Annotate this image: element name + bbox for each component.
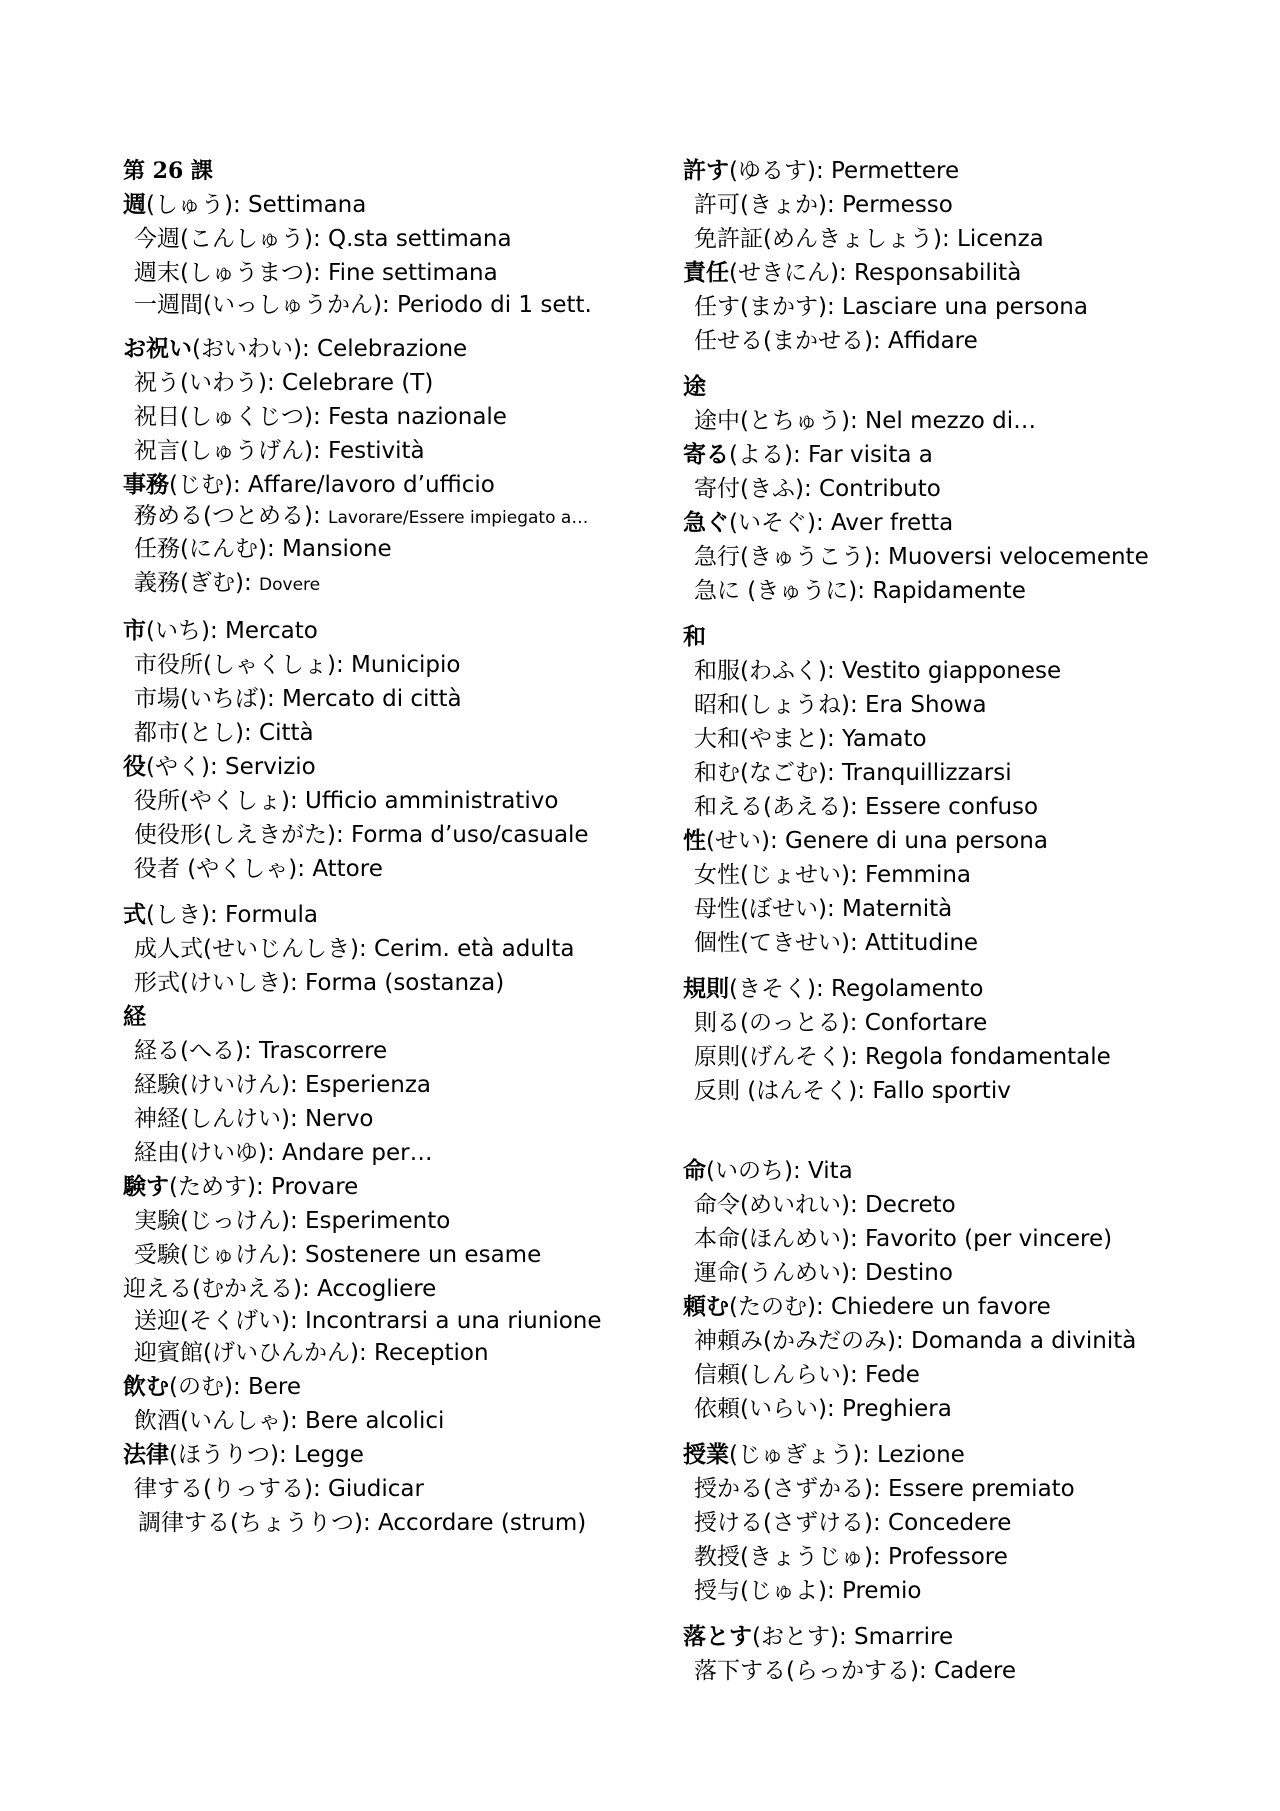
entry-sub: 落下する(らっかする): Cadere <box>694 1658 1017 1684</box>
entry-sub: 信頼(しんらい): Fede <box>694 1362 920 1388</box>
entry-sub: 形式(けいしき): Forma (sostanza) <box>134 970 505 996</box>
entry-sub: 免許証(めんきょしょう): Licenza <box>694 226 1044 252</box>
lesson-title: 第 26 課 <box>123 158 213 184</box>
entry-main: 市(いち): Mercato <box>123 618 318 644</box>
entry-main: 週(しゅう): Settimana <box>123 192 367 218</box>
entry-sub: 原則(げんそく): Regola fondamentale <box>694 1044 1111 1070</box>
entry-sub: 週末(しゅうまつ): Fine settimana <box>134 260 498 286</box>
entry-sub: 反則 (はんそく): Fallo sportiv <box>694 1078 1011 1104</box>
entry-main: 験す(ためす): Provare <box>123 1174 359 1200</box>
entry-sub: 経由(けいゆ): Andare per… <box>134 1140 433 1166</box>
entry-main: 責任(せきにん): Responsabilità <box>683 260 1022 286</box>
entry-main: 飲む(のむ): Bere <box>123 1374 302 1400</box>
entry-main: 迎える(むかえる): Accogliere <box>123 1276 437 1302</box>
entry-sub: 女性(じょせい): Femmina <box>694 862 971 888</box>
entry-sub: 急行(きゅうこう): Muoversi velocemente <box>694 544 1149 570</box>
entry-sub: 経る(へる): Trascorrere <box>134 1038 388 1064</box>
entry-sub: 神経(しんけい): Nervo <box>134 1106 374 1132</box>
entry-sub: 使役形(しえきがた): Forma d’uso/casuale <box>134 822 589 848</box>
entry-sub: 母性(ぼせい): Maternità <box>694 896 953 922</box>
entry-sub: 授かる(さずかる): Essere premiato <box>694 1476 1075 1502</box>
entry-main: 許す(ゆるす): Permettere <box>683 158 960 184</box>
entry-main: 命(いのち): Vita <box>683 1158 853 1184</box>
entry-sub: 迎賓館(げいひんかん): Reception <box>134 1340 489 1366</box>
entry-sub: 成人式(せいじんしき): Cerim. età adulta <box>134 936 575 962</box>
entry-sub: 許可(きょか): Permesso <box>694 192 953 218</box>
entry-sub: 実験(じっけん): Esperimento <box>134 1208 451 1234</box>
entry-main: 授業(じゅぎょう): Lezione <box>683 1442 965 1468</box>
entry-sub: 飲酒(いんしゃ): Bere alcolici <box>134 1408 445 1434</box>
entry-sub: 命令(めいれい): Decreto <box>694 1192 956 1218</box>
entry-sub: 市場(いちば): Mercato di città <box>134 686 462 712</box>
entry-sub: 調律する(ちょうりつ): Accordare (strum) <box>138 1510 587 1536</box>
entry-main: 経 <box>123 1004 146 1030</box>
entry-main: 法律(ほうりつ): Legge <box>123 1442 364 1468</box>
entry-sub: 任務(にんむ): Mansione <box>134 536 392 562</box>
entry-sub: 急に (きゅうに): Rapidamente <box>694 578 1026 604</box>
entry-sub: 都市(とし): Città <box>134 720 314 746</box>
entry-sub: 途中(とちゅう): Nel mezzo di… <box>694 408 1037 434</box>
entry-main: 性(せい): Genere di una persona <box>683 828 1048 854</box>
entry-sub: 任す(まかす): Lasciare una persona <box>694 294 1088 320</box>
entry-sub: 教授(きょうじゅ): Professore <box>694 1544 1008 1570</box>
entry-sub: 義務(ぎむ): Dovere <box>134 570 321 596</box>
entry-sub: 役者 (やくしゃ): Attore <box>134 856 383 882</box>
entry-sub: 昭和(しょうね): Era Showa <box>694 692 987 718</box>
entry-sub: 祝言(しゅうげん): Festività <box>134 438 425 464</box>
entry-sub: 個性(てきせい): Attitudine <box>694 930 979 956</box>
entry-sub: 一週間(いっしゅうかん): Periodo di 1 sett. <box>134 292 592 318</box>
entry-sub: 和える(あえる): Essere confuso <box>694 794 1039 820</box>
entry-main: 式(しき): Formula <box>123 902 319 928</box>
entry-sub: 寄付(きふ): Contributo <box>694 476 941 502</box>
entry-sub: 市役所(しゃくしょ): Municipio <box>134 652 461 678</box>
entry-sub: 神頼み(かみだのみ): Domanda a divinità <box>694 1328 1137 1354</box>
entry-sub: 経験(けいけん): Esperienza <box>134 1072 432 1098</box>
entry-sub: 大和(やまと): Yamato <box>694 726 927 752</box>
left-column <box>123 154 613 1540</box>
entry-sub: 和む(なごむ): Tranquillizzarsi <box>694 760 1012 786</box>
entry-sub: 授ける(さずける): Concedere <box>694 1510 1012 1536</box>
entry-sub: 祝日(しゅくじつ): Festa nazionale <box>134 404 507 430</box>
entry-sub: 運命(うんめい): Destino <box>694 1260 953 1286</box>
entry-main: 和 <box>683 624 706 650</box>
entry-main: お祝い(おいわい): Celebrazione <box>123 336 468 362</box>
entry-sub: 任せる(まかせる): Affidare <box>694 328 978 354</box>
entry-sub: 受験(じゅけん): Sostenere un esame <box>134 1242 542 1268</box>
entry-sub: 祝う(いわう): Celebrare (T) <box>134 370 434 396</box>
entry-sub: 依頼(いらい): Preghiera <box>694 1396 952 1422</box>
entry-sub: 律する(りっする): Giudicar <box>134 1476 424 1502</box>
entry-sub: 今週(こんしゅう): Q.sta settimana <box>134 226 512 252</box>
entry-sub: 則る(のっとる): Confortare <box>694 1010 988 1036</box>
entry-main: 規則(きそく): Regolamento <box>683 976 984 1002</box>
entry-sub: 授与(じゅよ): Premio <box>694 1578 922 1604</box>
entry-main: 寄る(よる): Far visita a <box>683 442 933 468</box>
entry-sub: 送迎(そくげい): Incontrarsi a una riunione <box>134 1308 602 1334</box>
entry-sub: 役所(やくしょ): Ufficio amministrativo <box>134 788 559 814</box>
entry-main: 急ぐ(いそぐ): Aver fretta <box>683 510 954 536</box>
entry-sub: 本命(ほんめい): Favorito (per vincere) <box>694 1226 1113 1252</box>
entry-main: 頼む(たのむ): Chiedere un favore <box>683 1294 1051 1320</box>
entry-sub: 和服(わふく): Vestito giapponese <box>694 658 1062 684</box>
entry-main: 途 <box>683 374 706 400</box>
right-column <box>683 154 1183 1688</box>
entry-main: 事務(じむ): Affare/lavoro d’ufficio <box>123 472 495 498</box>
entry-main: 落とす(おとす): Smarrire <box>683 1624 954 1650</box>
entry-sub: 務める(つとめる): Lavorare/Essere impiegato a… <box>134 503 589 529</box>
entry-main: 役(やく): Servizio <box>123 754 316 780</box>
